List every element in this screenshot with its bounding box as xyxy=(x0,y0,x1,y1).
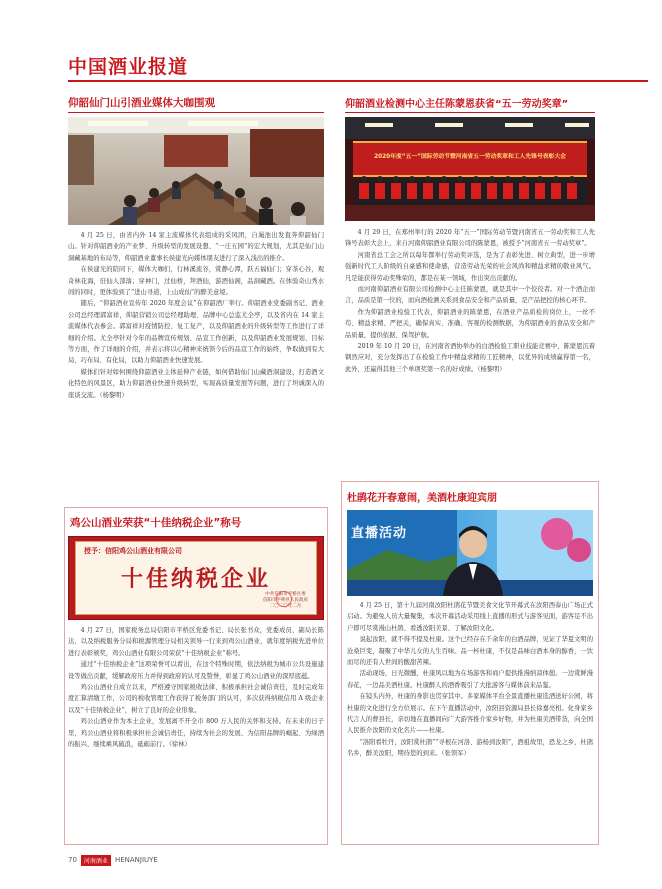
title-rule xyxy=(345,112,595,113)
paragraph: 随后，“仰韶酒业宣传年 2020 年度会议”在仰韶酒厂举行。仰韶酒业党委副书记、酒业公司总经理郭富祥，仰韶营销公司总经理助理、品牌中心总监尤全亭，以及省内在 14 家主流媒体代表参会。郭富祥对疫情防控、复工复产，以及仰韶酒业的升级转型等工作进行了详细的介绍。尤全亭针对今年的品牌宣传规划、品宣工作创新，以及仰韶酒业发展规划、目标等方面，作了详细的介绍，并表示将以心精神来统领今后的品宣工作的始终，争取做到有大局、巧布局、有化局，以助力仰韶酒业快速发展。 xyxy=(68,300,324,365)
article-body-yangshao-media xyxy=(68,230,324,401)
photo-media-meeting xyxy=(68,117,324,225)
plaque-seal-icon xyxy=(276,591,292,607)
article-body-dukang xyxy=(347,600,593,760)
paragraph: 4 月 25 日，由省内外 14 家主流媒体代表组成的采风团，自渑池出发直奔仰韶仙门山。针对仰韶酒业的产业梦、升级转型的发展设想、“一庄五园”的宏大规划，尤其是仙门山洞藏基地的布局等，仰韶酒业董事长侯建光向媒体朋友进行了深入浅出的推介。 xyxy=(68,232,324,262)
paragraph: 河南省总工会之所以每年都举行劳动奖评选，是为了表彰先进、树立典型，进一步增强新时代工人阶级的自豪感和使命感，营造劳动光荣的社会风尚和精益求精的敬业风气。凡是能获得劳动奖殊荣的，都是在某一领域，作出突出贡献的。 xyxy=(345,251,595,282)
article-body-labor-medal xyxy=(345,227,595,375)
paragraph: 2019 年 10 月 20 日，在河南省酒协举办的白酒检验工职业技能竞赛中，陈蒙恩沉着钢然应对，充分发挥出了在检验工作中精益求精的工匠精神，以优异的成绩赢得第一名，此外，还赢得其他三个单项奖第一名的好成绩。（杨黎明） xyxy=(345,343,595,373)
plaque-issuer: 中共信阳市平桥区委 信阳市平桥区人民政府 二〇二〇年二月 xyxy=(263,592,308,609)
paragraph: 4 月 25 日，第十九届河南汝阳杜鹃花节暨美食文化节开幕式在汝阳西泰山广场正式启动。为避免人员大量聚集，本次开幕活动采用线上直播的形式与游客见面，游客足不出户即可尽赏漫山杜鹃、看透汝阳美景、了解汝阳文化。 xyxy=(347,602,593,632)
paragraph: “洛阳看牡丹，汝阳赏杜鹃”“寻根在河洛、游杨到汝阳”，酒祖故里，恐龙之乡，杜鹃名乡，醉美汝阳，期待您的到来。（张领军） xyxy=(347,738,593,758)
plaque-board xyxy=(75,541,317,615)
livestream-screen-text: 直播活动 xyxy=(351,526,408,541)
paragraph: 媒体们针对如何围绕仰韶酒业主体延伸产业链，如何借助仙门山藏酒洞建设，打造酒文化特色的风景区，助力仰韶酒业快速升级转型，实现高质量发展等问题，进行了坦诚深入的座谈交流。（杨黎明） xyxy=(68,368,324,399)
paragraph: 说起汝阳，就不得不提及杜康。这个已经存在千余年的白酒品牌，见证了华夏文明的沧桑巨变，凝聚了中华儿女的人生百味。品一杯杜康，不仅是品味白酒本身的醇香，一饮而尽的还有人世间的酸甜苦辣。 xyxy=(347,636,593,667)
paragraph: 活动现场，日光微醺，杜康风以地为在场游客和商户提供推漫纳凉体憩。一边赏鲜漫春花，一边品美酒杜康。杜康醉人的酒香吸引了大批游客与媒体前来品鉴。 xyxy=(347,670,593,689)
ceremony-banner-text: 2020年度“五一”国际劳动节暨河南省五一劳动奖章和工人先锋号表彰大会 xyxy=(374,154,566,160)
paragraph: 在侯建光的陪同下，媒体大咖们，行林溪流谷，赏静心潭，跃五福仙门；穿茶心谷，观奇林花海，驻仙人部落；穿神门，过仙桥，拜酒仙，游酒仙阁，品洞藏酒。在体验奇山秀水间的同时，更体验到了“进山寻道，上山成仙”的醉美意境。 xyxy=(68,266,324,297)
article-title-labor-medal: 仰韶酒业检测中心主任陈蒙恩获省“五一劳动奖章” xyxy=(345,99,569,110)
page-footer xyxy=(68,853,158,867)
photo-award-ceremony xyxy=(345,117,595,221)
section-title: 中国酒业报道 xyxy=(68,56,189,78)
paragraph: 通过“十佳纳税企业”这项荣誉可以看出，在这个特殊时期，依法纳税为城市公共设施建设等做出贡献，缓解政府压力并得到政府的认可及赞誉，彰显了鸡公山酒业的深厚底蕴。 xyxy=(68,661,324,680)
paragraph: 而河南仰韶酒业有限公司检测中心主任陈蒙恩，就是其中一个佼佼者。对一个酒企而言，品质是第一位的，而向酒检测关系到食品安全和产品质量，是产品把控的核心环节。 xyxy=(345,286,595,305)
page-number: 70 xyxy=(68,856,77,864)
masthead-rule xyxy=(68,80,648,82)
paragraph: 作为仰韶酒业检验工代表，仰韶酒业的陈蒙恩，在酒业产品质检的岗位上，一丝不苟、精益求精、严把关，确保真实、准确、客观的检测数据，为仰韶酒业的食品安全和产品质量，提供依据、保驾护航。 xyxy=(345,308,595,339)
article-title-yangshao-media: 仰韶仙门山引酒业媒体大咖围观 xyxy=(68,97,215,109)
paragraph: 鸡公山酒业作为本土企业，发展离不开全市 800 万人民的关怀和支持。在未来的日子里，鸡公山酒业将积极承担社会诚信责任，持续为社会的发展、为信阳品牌的崛起、为绿酒的振兴、继续乘风破浪，砥砺前行。（徐林） xyxy=(68,718,324,749)
article-title-jigongshan: 鸡公山酒业荣获“十佳纳税企业”称号 xyxy=(70,517,242,529)
article-body-jigongshan xyxy=(68,625,324,750)
paragraph: 在镜头内外，杜康的身影也贯穿其中。多家媒体平台全景直播杜康选酒送好公园，将杜康的文化进行全方位展示。在下午直播活动中，汝阳县资源局县长徐嘉亮相。化身家乡代言人的曹县长，亲切地在直播间向广大游客推介家乡好物，并为杜康美酒带货，向全国人民推介汝阳的文化名片——杜康。 xyxy=(347,693,593,735)
paragraph: 鸡公山酒业自成立以来，严格遵守国家税收法律、积极承担社会诚信责任，及时完成年度汇算清缴工作，公司的税收管理工作获得了税务部门的认可，多次获得纳税信用 A 级企业以及“十佳纳税企业”，树立了良好的企业形象。 xyxy=(68,684,324,714)
paragraph: 4 月 29 日，在郑州举行的 2020 年“五一”国际劳动节暨河南省五一劳动奖和工人先锋号表彰大会上，来自河南仰韶酒业有限公司的陈蒙恩，被授予“河南省五一劳动奖章”。 xyxy=(345,229,595,248)
magazine-name: HENANJIUYE xyxy=(114,856,158,864)
paragraph: 4 月 27 日，国家税务总局信阳市平桥区党委书记、局长张书众，党委成员、副局长陈达，以及纳税服务分局和税源管理分局相关领导一行来到鸡公山酒业，就年度纳税先进单位进行表彰颁奖，鸡公山酒业有限公司荣获“十佳纳税企业”称号。 xyxy=(68,627,324,657)
article-title-dukang: 杜鹃花开春意闹，美酒杜康迎宾朋 xyxy=(347,493,497,504)
section-masthead xyxy=(68,52,648,84)
plaque-honor: 十佳纳税企业 xyxy=(120,566,271,592)
photo-award-plaque xyxy=(68,536,324,620)
photo-livestream xyxy=(347,510,593,596)
title-rule xyxy=(68,112,324,113)
plaque-recipient: 授予：信阳鸡公山酒业有限公司 xyxy=(84,547,182,555)
magazine-badge: 河南酒业 xyxy=(81,855,111,866)
